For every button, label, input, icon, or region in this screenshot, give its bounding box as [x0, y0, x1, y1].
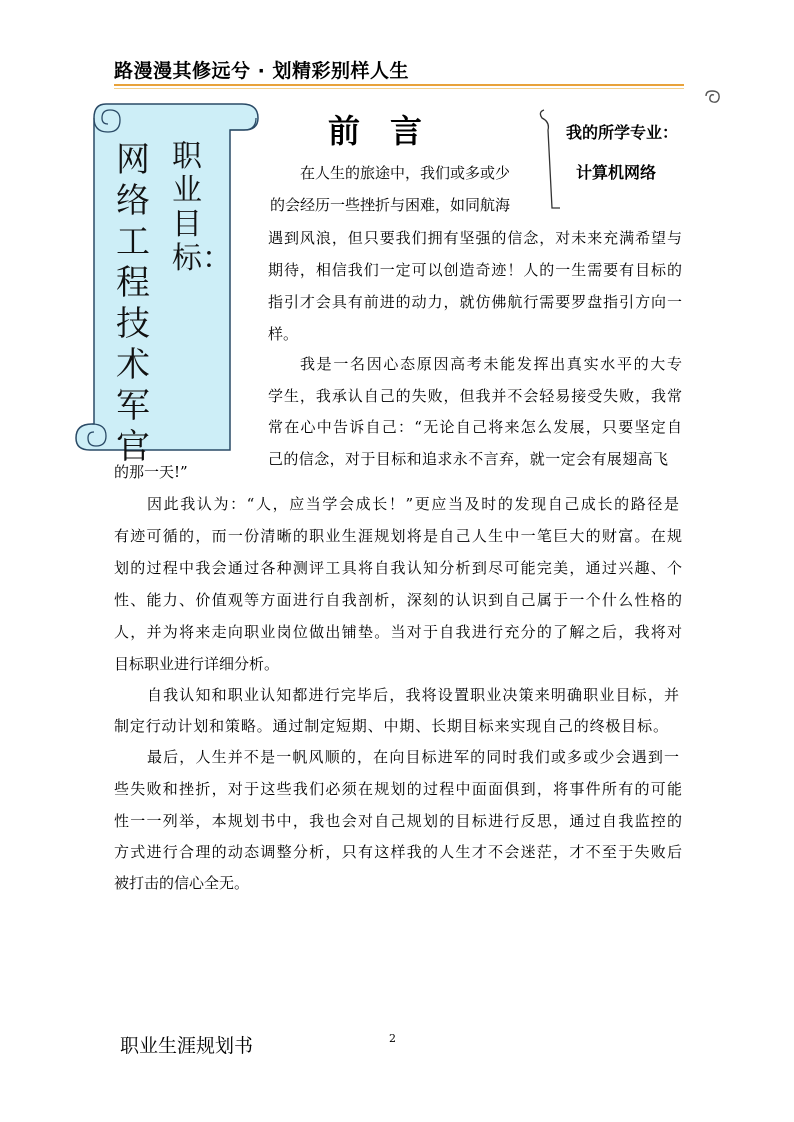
preface-line: 的那一天!”	[114, 463, 188, 481]
career-goal-label-text: 职业目标：	[172, 139, 232, 276]
preface-line: 常在心中告诉自己：“无论自己将来怎么发展，只要坚定自	[268, 418, 682, 436]
career-goal-scroll	[72, 98, 264, 458]
major-value: 计算机网络	[576, 163, 657, 182]
preface-line: 期待，相信我们一定可以创造奇迹！人的一生需要有目标的	[268, 261, 682, 279]
header-rule-thin	[114, 88, 684, 89]
preface-line: 样。	[268, 325, 299, 343]
body-line: 划的过程中我会通过各种测评工具将自我认知分析到尽可能完美，通过兴趣、个	[114, 559, 682, 577]
preface-line: 在人生的旅途中，我们或多或少	[300, 164, 511, 182]
page-number: 2	[389, 1032, 396, 1045]
body-line: 制定行动计划和策略。通过制定短期、中期、长期目标来实现自己的终极目标。	[114, 717, 668, 735]
preface-line: 的会经历一些挫折与困难，如同航海	[270, 196, 511, 214]
preface-line: 我是一名因心态原因高考未能发挥出真实水平的大专	[300, 355, 682, 373]
preface-line: 遇到风浪，但只要我们拥有坚强的信念，对未来充满希望与	[268, 229, 682, 247]
body-line: 被打击的信心全无。	[114, 874, 250, 892]
body-line: 自我认知和职业认知都进行完毕后，我将设置职业决策来明确职业目标，并	[147, 686, 679, 704]
preface-line: 学生，我承认自己的失败，但我并不会轻易接受失败，我常	[268, 387, 682, 405]
page-title: 前言	[327, 112, 452, 150]
career-goal-value-text: 网络工程技术军官	[116, 140, 150, 467]
body-line: 性一一列举，本规划书中，我也会对自己规划的目标进行反思，通过自我监控的	[114, 812, 682, 830]
body-line: 因此我认为：“人，应当学会成长！”更应当及时的发现自己成长的路径是	[147, 495, 679, 513]
body-line: 方式进行合理的动态调整分析，只有这样我的人生才不会迷茫，才不至于失败后	[114, 843, 682, 861]
major-label: 我的所学专业：	[566, 123, 679, 142]
career-goal-label	[172, 139, 232, 276]
header-rule	[114, 84, 684, 86]
footer-title: 职业生涯规划书	[120, 1035, 254, 1057]
body-line: 最后，人生并不是一帆风顺的，在向目标进军的同时我们或多或少会遇到一	[147, 748, 679, 766]
major-bracket	[536, 108, 560, 214]
career-goal-value	[116, 140, 150, 468]
body-line: 些失败和挫折，对于这些我们必须在规划的过程中面面俱到，将事件所有的可能	[114, 780, 682, 798]
body-line: 目标职业进行详细分析。	[114, 655, 280, 673]
body-line: 有迹可循的，而一份清晰的职业生涯规划将是自己人生中一笔巨大的财富。在规	[114, 527, 682, 545]
curl-decoration-icon	[703, 88, 723, 108]
preface-line: 己的信念，对于目标和追求永不言弃，就一定会有展翅高飞	[268, 450, 668, 468]
preface-line: 指引才会具有前进的动力，就仿佛航行需要罗盘指引方向一	[268, 293, 682, 311]
body-line: 人，并为将来走向职业岗位做出铺垫。当对于自我进行充分的了解之后，我将对	[114, 623, 682, 641]
header-title: 路漫漫其修远兮 · 划精彩别样人生	[114, 60, 409, 82]
body-line: 性、能力、价值观等方面进行自我剖析，深刻的认识到自己属于一个什么性格的	[114, 591, 682, 609]
